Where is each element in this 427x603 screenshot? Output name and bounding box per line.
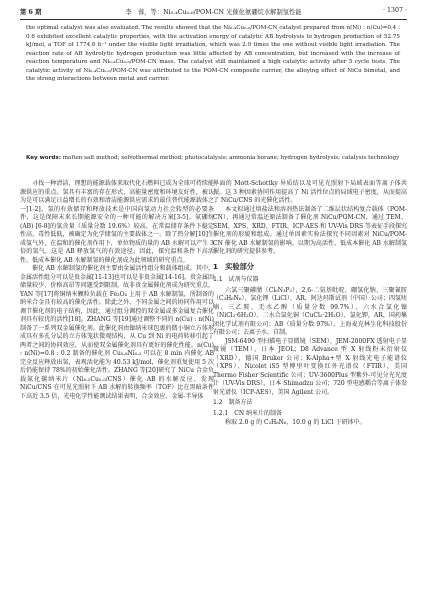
right-column (213, 180, 407, 428)
instruments-paragraph: JSM-6490 型扫描电子显微镜（SEM）、JEM-2000FX 透射电子显微镜（TEM），日本 JEOL；D8 Advance 型 X 射线粉末衍射仪（XRD），德国 Bruker 公司；K-Alpha+型 X 射线光电子能谱仪（XPS）、Nicolet iS5 型傅里叶变换红外光谱仪（FTIR），美国 Thermo Fisher Scientific 公司；UV-3600Plus 型紫外-可见分光光度计（UV-Vis DRS），日本 Shimadzu 公司；720 型电感耦合等离子体发射光谱仪（ICP-AES），美国 Agilent 公司。 (213, 337, 407, 396)
reagents-paragraph: 六氯三聚磷腈（Cl₆N₃P₃），2,6-二氨基吡啶、硼氢化钠、三聚氰胺（C₃H₆N₆）、氯化锂（LiCl）、AR，阿达玛斯试剂（中国）公司；四氢呋喃、三乙胺、无水乙醇（质量分数 99.7%）、六水合氯化镍（NiCl₂·6H₂O）、二水合氯化铜（CuCl₂·2H₂O）、氯化钾，AR，国药集团化学试剂有限公司；AB（质量分数 97%），上海麦克林生化科技股份有限公司；去离子水，自制。 (213, 286, 407, 336)
keywords (26, 154, 400, 163)
section-title: 实验部分 (225, 261, 254, 271)
issue-number: 第 6 期 (20, 9, 42, 16)
intro-paragraph-3: 界面的 Mott-Schottky 异质结以及可见光照射下局域表面等离子体共振，这 3 种因素协同作用提高了 Ni 活性位点的局域电子密度，从而提高了 NiCu/CNS 的光催化活性。 (213, 180, 407, 204)
page-number: · 1307 · (382, 7, 407, 14)
running-header (20, 7, 407, 19)
running-title: 李 蓉，等：Ni₀.₄Cu₀.₆/POM-CN 光催化氨硼烷水解制氢性能 (125, 9, 302, 16)
subsection-reagents-heading: 1.1 试剂与仪器 (213, 276, 259, 283)
intro-paragraph-4: 本文拟通过熔盐法和溶剂热法制备了二维层状结构复合载体（POM-CN），再通过常温还原法制备了催化剂 NiCu/POM-CN，通过 TEM、SEM、XPS、XRD、FTIR、ICP-AES 和 UV-Vis DRS 等表征手段探究催化剂的形貌和组成。通过单因素实验法探究不同因素对 NiCu/POM-CN 催化 AB 水解制氢的影响。以期为高活性、低成本催化 AB 水解制氢催化剂的研究提供参考。 (213, 205, 407, 255)
keywords-label: Key words: (26, 155, 61, 161)
intro-paragraph-1: 寻找一种清洁、理想的能源载体来取代化石燃料已成为全球可持续能源供应的重点。氢具有丰富的存在形式、高能量密度和环境友好性，被认为是可以满足日益增长的有效和清洁能源供应需求的最佳替代能源载体之一[1-2]。氢的有效储存和释放技术是中国向氢动力社会转型的必要条件，这是保障未来长期能源安全的一种可能的解决方案[3-5]。氨硼烷(AB) [6-8]的氢含量（质量分数 19.6%）较高，在常温储存条件下稳定性高，毒性低低，被确定为化学储氢的主要载体之一。除了热分解[10]生成氢气外，在温和的催化剂作用下，单位物质的量的 AB 水解可以产生 3 倍的氢气，这是 AB 释放氢气的有效途径。因此，探究温和条件下高活性、低成本催化 AB 水解制氢的催化剂成为此领域的研究重点。 (20, 180, 214, 264)
keywords-text: molten salt method; solvothermal method; photocatalysis; ammonia borane; hydrogen hydrolysis; catalysis technology (62, 155, 400, 161)
prep-paragraph: 称取 2.0 g 的 C₃H₆N₆、10.0 g 的 LiCl 于研钵中。 (225, 419, 366, 426)
intro-paragraph-2: 催化 AB 水解制氢的催化剂主要由金属活性组分和载体组成。其中，金属活性组分可以是贵金属[11-13]也可以是非贵金属[14-16]。贵金属因储量较少、价格高昂等问题受到限制，故非贵金属催化剂成为研究重点。YAN 等[17]将铜纳米颗粒负载在 Fe₃O₄ 上用于 AB 水解制氢，所制备的纳米合金具有较高的催化活性。除此之外，不同金属之间的协同作用可以调节催化剂的电子结构，因此，通过组分调控的双金属或多金属复合催化剂具有较优的活性[18]。ZHANG 等[19]通过调整不同的 n(Cu) : n(Ni)制备了一系列双金属催化剂。此催化剂由镍纳米球包裹的微小铜立方体形成具有多孔分层的立方体笼状微观结构，从 Cu 到 Ni 的电荷转移引起了两者之间的协同效应，从而使双金属催化剂具有更好的催化性能。n(Cu) : n(Ni)=0.8 : 0.2 制备的催化剂 Cu₀.₈Ni₀.₂ 可以在 8 min 内催化 AB 完全反应释放出氢，表观活化能为 40.53 kJ/mol，催化剂重复使用 5 次后仍能保持 78%的初始催化活性。ZHANG 等[20]研究了 NiCu 合金负载氮化碳纳米片（Ni₀.₅Cu₀.₅/CNS）催化 AB 的水解反应，发现 NiCu/CNS 在可见光照射下 AB 水解的转换频率（TOF）比在黑暗条件下高近 3.5 倍，光电化学性能测试结果表明，合金效应、金属-半导体 (20, 265, 214, 400)
left-column (20, 180, 214, 401)
header-rule (20, 19, 407, 20)
section-number: 1 (213, 261, 219, 271)
abstract-text: the optimal catalyst was also evaluated. The results showed that the Ni₀.₄Cu₀.₆/POM-CN catalyst prepared from n(Ni) : n(Cu)=0.4 : 0.6 exhibited excellent catalytic properties, with the activation energy of catalytic AB hydrolysis to hydrogen production of 52.75 kJ/mol, a TOF of 1774.6 h⁻¹ under the visible light irradiation, which was 2.9 times the one without visible light irradiation. The reaction rate of AB hydrolytic hydrogen production was little affected by AB concentration, but increased with the increase of reaction temperature and Ni₀.₄Cu₀.₆/POM-CN mass. The catalyst still maintained a high catalytic activity after 5 cycle tests. The catalytic activity of Ni₀.₄Cu₀.₆/POM-CN was attributed to the POM-CN composite carrier, the alloying effect of NiCu bimetal, and the strong interactions between metal and carrier. (26, 25, 400, 82)
subsection-method-heading: 1.2 制备方法 (213, 399, 253, 406)
section-heading (213, 263, 407, 272)
subsubsection-heading: 1.2.1 CN 纳米片的制备 (213, 409, 283, 417)
